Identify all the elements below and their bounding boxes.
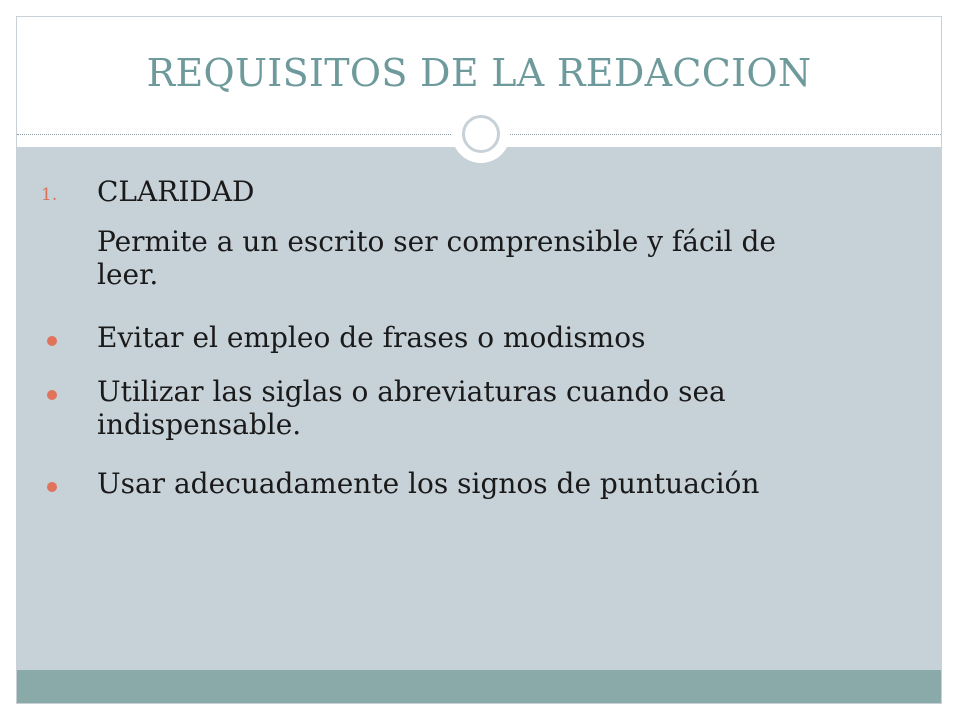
slide <box>16 16 942 704</box>
list-number: 1. <box>41 185 58 205</box>
ring-inner-icon <box>462 115 500 153</box>
bullet-item: Evitar el empleo de frases o modismos <box>97 321 646 354</box>
bullet-dot <box>47 482 57 492</box>
ring-ornament-icon <box>452 105 510 163</box>
bullet-item: Utilizar las siglas o abreviaturas cuando sea indispensable. <box>97 375 726 442</box>
bullet-dot <box>47 336 57 346</box>
slide-title: REQUISITOS DE LA REDACCION <box>146 51 812 95</box>
bullet-dot <box>47 390 57 400</box>
numbered-item-description: Permite a un escrito ser comprensible y fácil de leer. <box>97 225 776 292</box>
content-area <box>17 147 941 670</box>
footer-bar <box>17 670 941 704</box>
numbered-item-heading: CLARIDAD <box>97 175 255 208</box>
bullet-item: Usar adecuadamente los signos de puntuación <box>97 467 760 500</box>
